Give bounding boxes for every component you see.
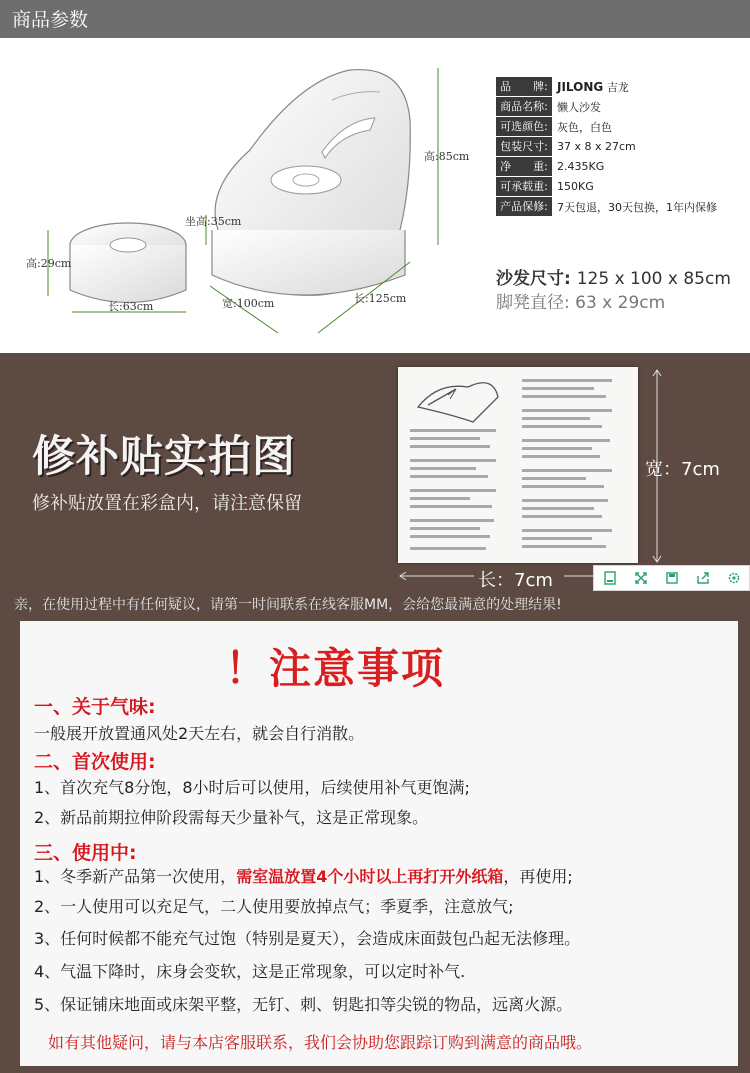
spec-row bbox=[496, 117, 717, 136]
spec-value: 37 x 8 x 27cm bbox=[557, 140, 636, 153]
spec-key: 可选颜色: bbox=[496, 117, 552, 136]
spec-key: 包装尺寸: bbox=[496, 137, 552, 156]
stool-size-label: 脚凳直径: bbox=[496, 293, 570, 313]
spec-key: 净 重: bbox=[496, 157, 552, 176]
section-header bbox=[0, 0, 750, 38]
notice-line: 一般展开放置通风处2天左右，就会自行消散。 bbox=[34, 724, 365, 743]
sofa-size bbox=[496, 264, 731, 289]
spec-value bbox=[552, 79, 629, 95]
spec-row bbox=[496, 157, 717, 176]
seat-height-label: 坐高:35cm bbox=[185, 215, 242, 228]
patch-photo bbox=[398, 367, 638, 563]
spec-row bbox=[496, 137, 717, 156]
notice-line: 5、保证铺床地面或床架平整，无钉、刺、钥匙扣等尖锐的物品，远离火源。 bbox=[34, 995, 573, 1014]
notice-line: 1、首次充气8分饱，8小时后可以使用，后续使用补气更饱满; bbox=[34, 778, 470, 797]
image-icon[interactable] bbox=[599, 567, 621, 589]
notice-title: ！注意事项 bbox=[225, 644, 446, 693]
spec-key: 品 牌: bbox=[496, 77, 552, 96]
spec-key: 产品保修: bbox=[496, 197, 552, 216]
spec-value: 2.435KG bbox=[557, 160, 605, 173]
spec-row bbox=[496, 97, 717, 116]
notice-line: 2、新品前期拉伸阶段需每天少量补气，这是正常现象。 bbox=[34, 808, 429, 827]
ottoman-length-label: 长:63cm bbox=[108, 300, 154, 313]
share-icon[interactable] bbox=[692, 567, 714, 589]
notice-footer: 如有其他疑问，请与本店客服联系，我们会协助您跟踪订购到满意的商品哦。 bbox=[48, 1033, 593, 1052]
notice-line: 4、气温下降时，床身会变软，这是正常现象，可以定时补气. bbox=[34, 962, 466, 981]
notice-line: 3、任何时候都不能充气过饱（特别是夏天），会造成床面鼓包凸起无法修理。 bbox=[34, 929, 581, 948]
notice-section-heading: 一、关于气味: bbox=[34, 696, 156, 718]
spec-table bbox=[496, 77, 717, 217]
notice-text: ，再使用; bbox=[503, 867, 573, 886]
notice-section-heading: 二、首次使用: bbox=[34, 751, 156, 773]
spec-key: 商品名称: bbox=[496, 97, 552, 116]
spec-key: 可承载重: bbox=[496, 177, 552, 196]
ottoman-height-label: 高:29cm bbox=[26, 257, 72, 270]
stool-size bbox=[496, 288, 665, 313]
stool-size-value: 63 x 29cm bbox=[575, 293, 666, 313]
settings-icon[interactable] bbox=[723, 567, 745, 589]
notice-text: 1、冬季新产品第一次使用， bbox=[34, 867, 237, 886]
patch-card-illustration bbox=[398, 367, 638, 563]
contact-notice: 亲，在使用过程中有任何疑议，请第一时间联系在线客服MM，会给您最满意的处理结果! bbox=[14, 597, 562, 613]
save-icon[interactable] bbox=[661, 567, 683, 589]
patch-subtitle: 修补贴放置在彩盒内，请注意保留 bbox=[32, 493, 302, 514]
spec-value: 懒人沙发 bbox=[557, 100, 601, 114]
notice-section-heading: 三、使用中: bbox=[34, 842, 137, 864]
section-title: 商品参数 bbox=[12, 9, 89, 31]
notice-highlight: 需室温放置4个小时以上再打开外纸箱 bbox=[236, 867, 504, 886]
expand-icon[interactable] bbox=[630, 567, 652, 589]
spec-row bbox=[496, 197, 717, 216]
product-diagram bbox=[0, 40, 490, 340]
spec-row bbox=[496, 177, 717, 196]
brand-logo: JILONG bbox=[557, 79, 604, 94]
spec-value: 7天包退，30天包换，1年内保修 bbox=[557, 200, 717, 214]
spec-value: 灰色，白色 bbox=[557, 120, 612, 134]
patch-length-label: 长：7cm bbox=[478, 570, 553, 591]
sofa-height-label: 高:85cm bbox=[424, 150, 470, 163]
sofa-size-label: 沙发尺寸: bbox=[496, 269, 571, 289]
notice-line: 2、一人使用可以充足气，二人使用要放掉点气；季夏季，注意放气; bbox=[34, 897, 514, 916]
patch-width-label: 宽：7cm bbox=[645, 459, 720, 480]
brand-name: 吉龙 bbox=[606, 80, 629, 94]
sofa-width-label: 宽:100cm bbox=[222, 297, 275, 310]
notice-line bbox=[34, 864, 573, 887]
patch-title: 修补贴实拍图 bbox=[32, 432, 296, 482]
spec-row-brand bbox=[496, 77, 717, 96]
spec-value: 150KG bbox=[557, 180, 594, 193]
sofa-length-label: 长:125cm bbox=[354, 292, 407, 305]
sofa-size-value: 125 x 100 x 85cm bbox=[576, 269, 731, 289]
image-toolbar bbox=[593, 565, 750, 591]
